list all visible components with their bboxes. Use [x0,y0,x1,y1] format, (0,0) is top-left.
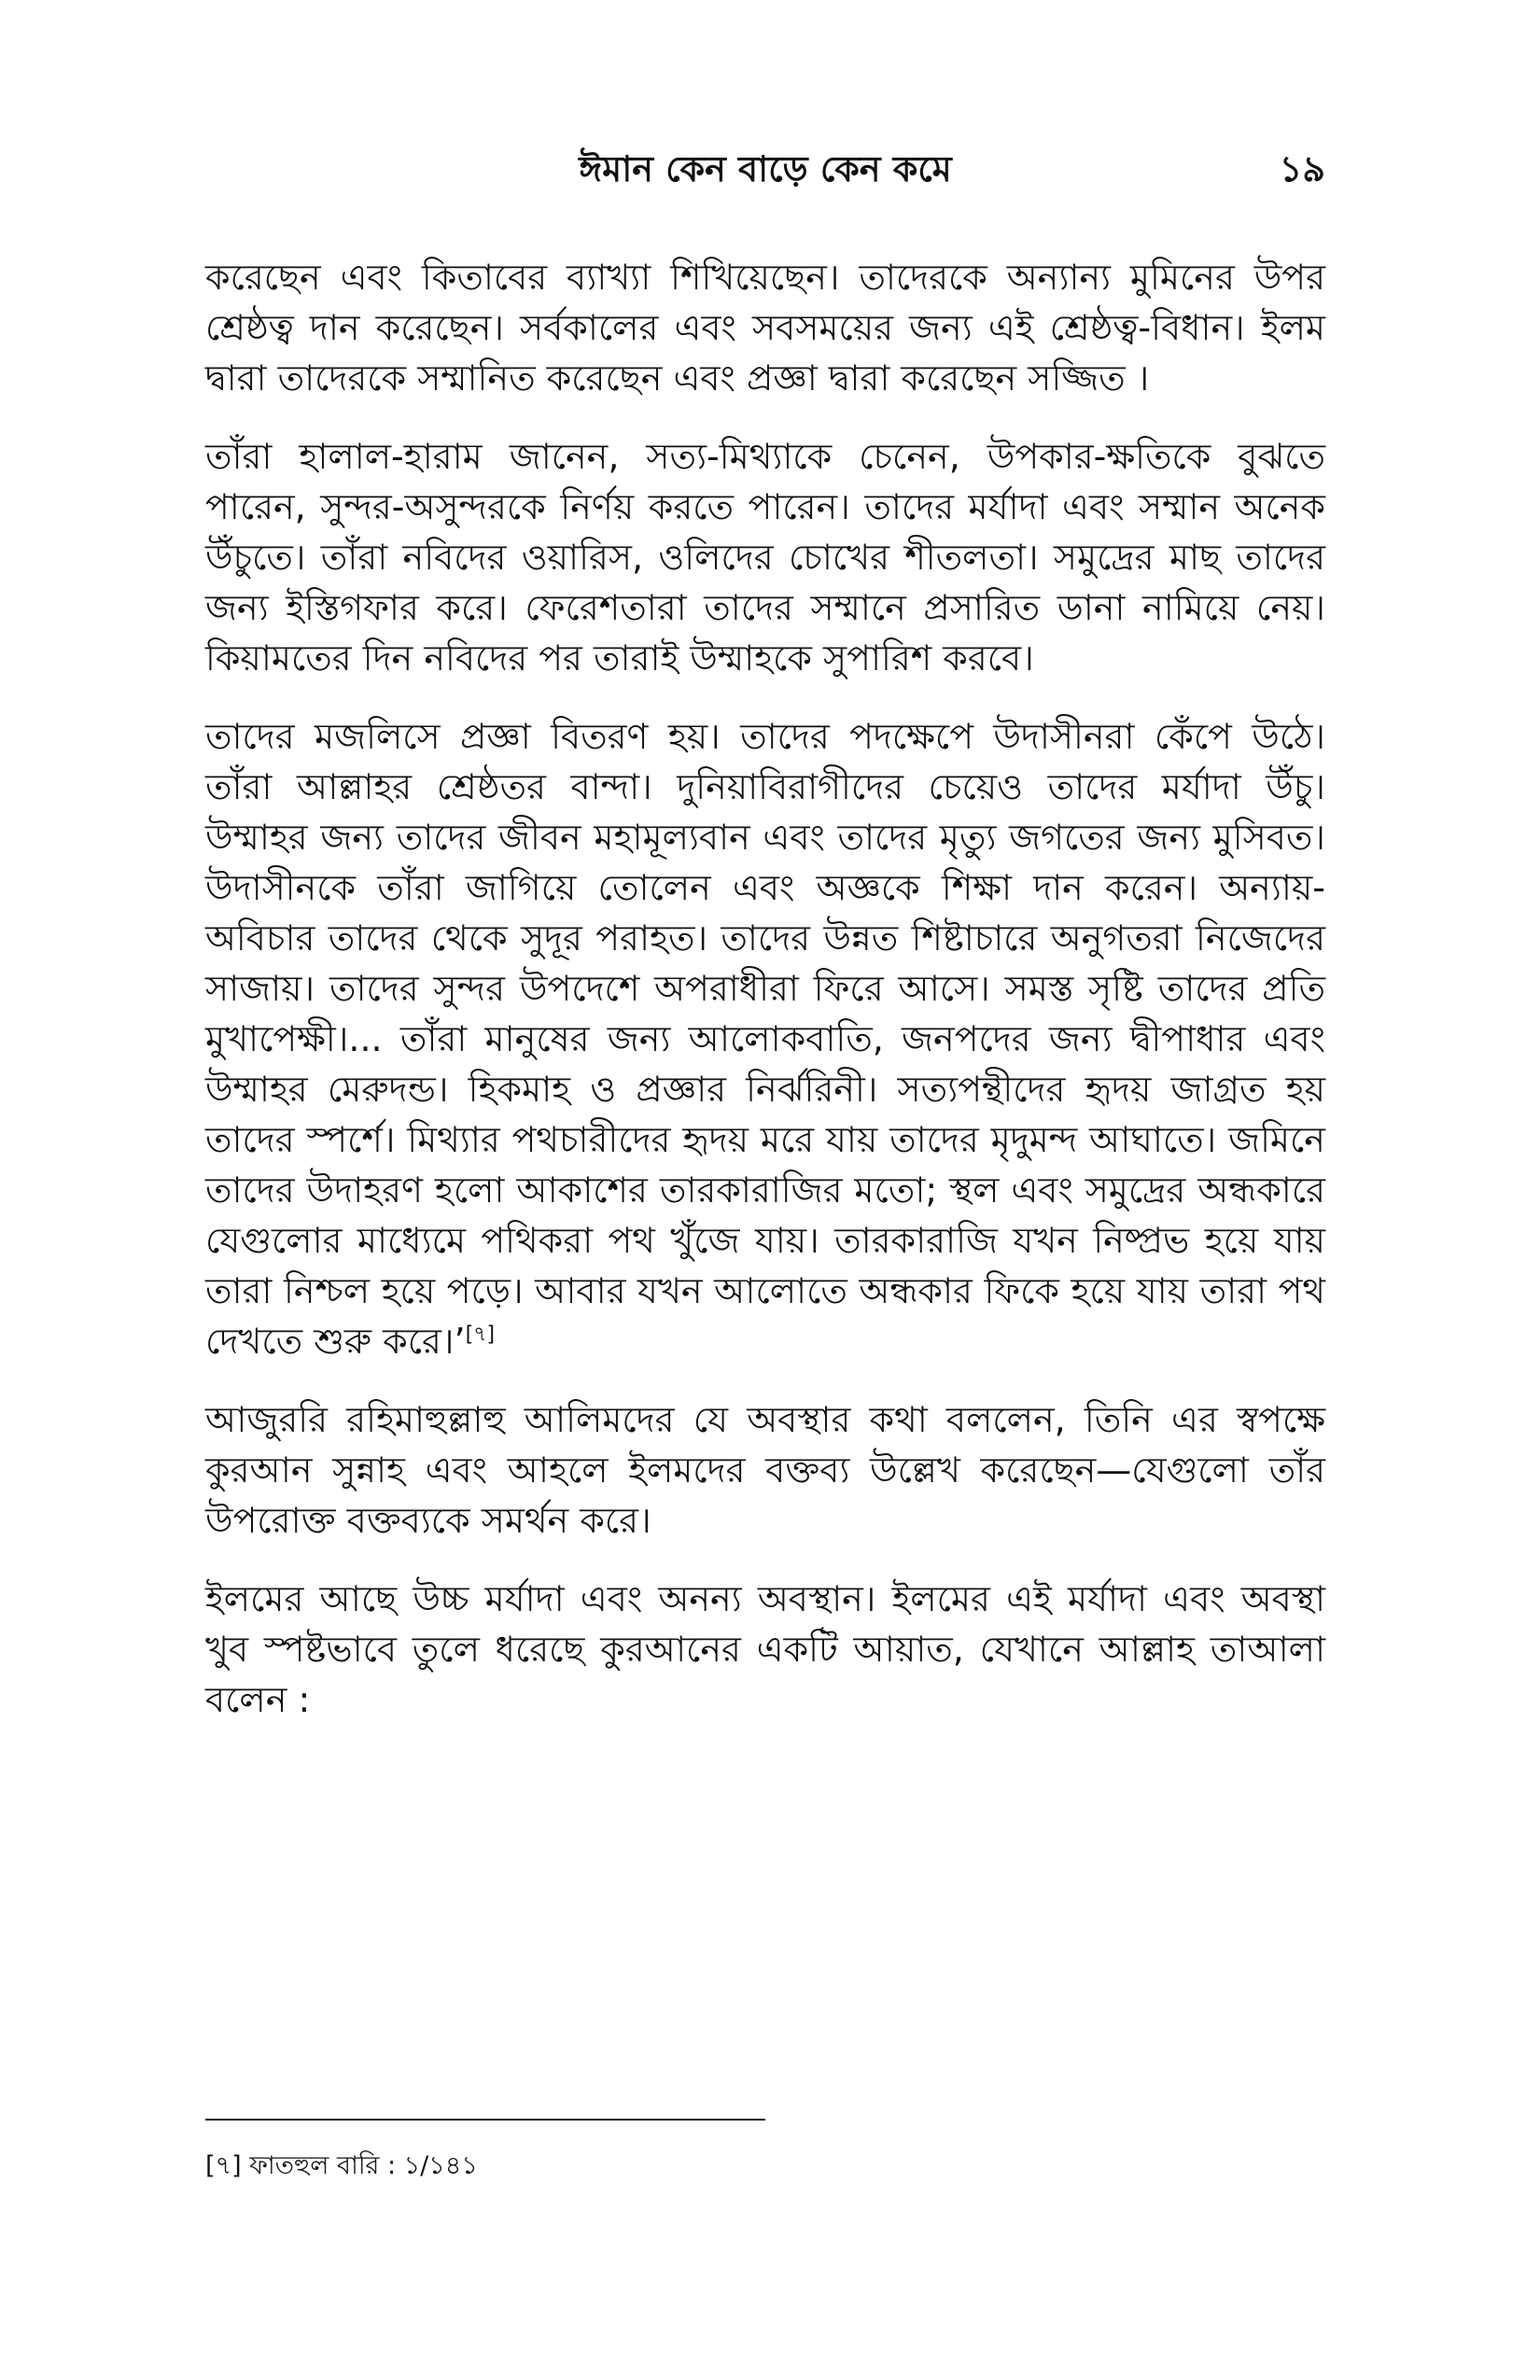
footnote-divider [205,2119,765,2121]
footnote-reference[interactable]: [৭] [465,1323,496,1347]
paragraph-2: তাঁরা হালাল-হারাম জানেন, সত্য-মিথ্যাকে চেনেন, উপকার-ক্ষতিকে বুঝতে পারেন, সুন্দর-অসুন্দরকে নির্ণয় করতে পারেন। তাদের মর্যাদা এবং সম্মান অনেক উঁচুতে। তাঁরা নবিদের ওয়ারিস, ওলিদের চোখের শীতলতা। সমুদ্রের মাছ তাদের জন্য ইস্তিগফার করে। ফেরেশতারা তাদের সম্মানে প্রসারিত ডানা নামিয়ে নেয়। কিয়ামতের দিন নবিদের পর তারাই উম্মাহকে সুপারিশ করবে। [205,436,1325,679]
paragraph-3 [205,711,1325,1366]
page-number: ১৯ [1279,148,1325,189]
paragraph-4: আজুররি রহিমাহুল্লাহু আলিমদের যে অবস্থার কথা বললেন, তিনি এর স্বপক্ষে কুরআন সুন্নাহ এবং আহলে ইলমদের বক্তব্য উল্লেখ করেছেন—যেগুলো তাঁর উপরোক্ত বক্তব্যকে সমর্থন করে। [205,1399,1325,1541]
paragraph-1: করেছেন এবং কিতাবের ব্যাখ্যা শিখিয়েছেন। তাদেরকে অন্যান্য মুমিনের উপর শ্রেষ্ঠত্ব দান করেছেন। সর্বকালের এবং সবসময়ের জন্য এই শ্রেষ্ঠত্ব-বিধান। ইলম দ্বারা তাদেরকে সম্মানিত করেছেন এবং প্রজ্ঞা দ্বারা করেছেন সজ্জিত । [205,257,1325,399]
paragraph-3-text: তাদের মজলিসে প্রজ্ঞা বিতরণ হয়। তাদের পদক্ষেপে উদাসীনরা কেঁপে উঠে। তাঁরা আল্লাহর শ্রেষ্ঠতর বান্দা। দুনিয়াবিরাগীদের চেয়েও তাদের মর্যাদা উঁচু। উম্মাহর জন্য তাদের জীবন মহামূল্যবান এবং তাদের মৃত্যু জগতের জন্য মুসিবত। উদাসীনকে তাঁরা জাগিয়ে তোলেন এবং অজ্ঞকে শিক্ষা দান করেন। অন্যায়-অবিচার তাদের থেকে সুদূর পরাহত। তাদের উন্নত শিষ্টাচারে অনুগতরা নিজেদের সাজায়। তাদের সুন্দর উপদেশে অপরাধীরা ফিরে আসে। সমস্ত সৃষ্টি তাদের প্রতি মুখাপেক্ষী।... তাঁরা মানুষের জন্য আলোকবাতি, জনপদের জন্য দ্বীপাধার এবং উম্মাহর মেরুদন্ড। হিকমাহ ও প্রজ্ঞার নির্ঝরিনী। সত্যপন্থীদের হৃদয় জাগ্রত হয় তাদের স্পর্শে। মিথ্যার পথচারীদের হৃদয় মরে যায় তাদের মৃদুমন্দ আঘাতে। জমিনে তাদের উদাহরণ হলো আকাশের তারকারাজির মতো; স্থল এবং সমুদ্রের অন্ধকারে যেগুলোর মাধ্যেমে পথিকরা পথ খুঁজে যায়। তারকারাজি যখন নিষ্প্রভ হয়ে যায় তারা নিশ্চল হয়ে পড়ে। আবার যখন আলোতে অন্ধকার ফিকে হয়ে যায় তারা পথ দেখতে শুরু করে।’ [205,716,1325,1362]
running-title: ঈমান কেন বাড়ে কেন কমে [579,148,952,189]
paragraph-5: ইলমের আছে উচ্চ মর্যাদা এবং অনন্য অবস্থান। ইলমের এই মর্যাদা এবং অবস্থা খুব স্পষ্টভাবে তুলে ধরেছে কুরআনের একটি আয়াত, যেখানে আল্লাহ তাআলা বলেন : [205,1578,1325,1720]
footnote: [৭] ফাতহুল বারি : ১/১৪১ [205,2151,478,2180]
page-header [205,142,1325,207]
body-text [205,252,1325,1753]
